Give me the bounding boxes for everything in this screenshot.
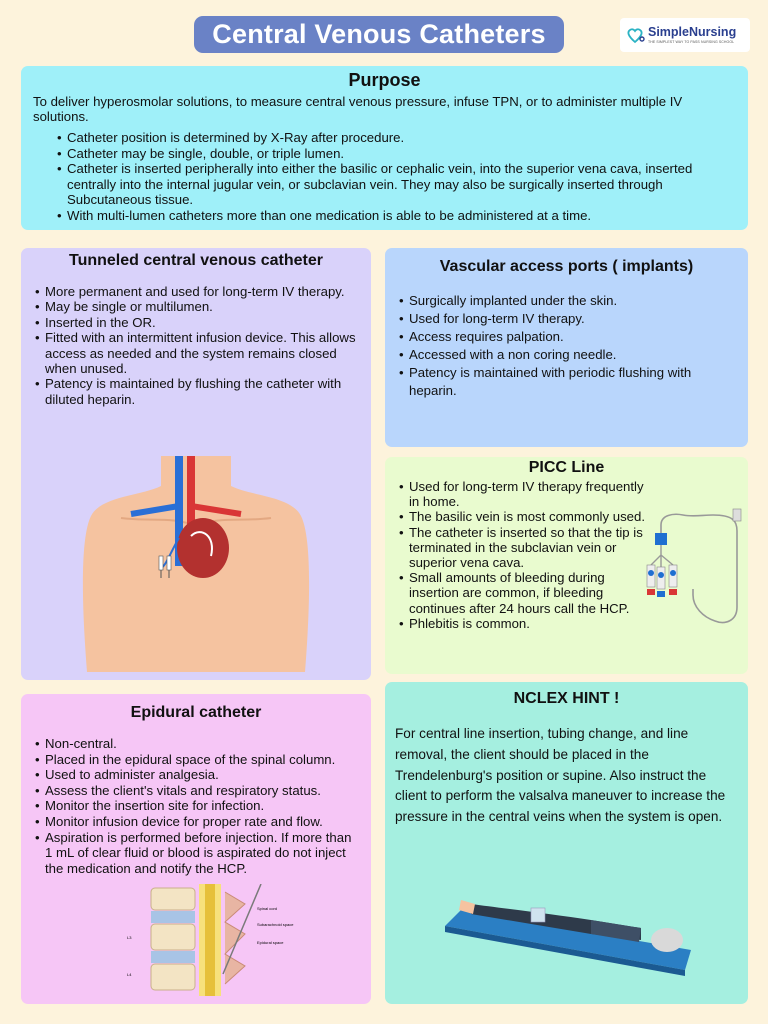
- list-item: • Catheter may be single, double, or triple lumen.: [55, 146, 736, 162]
- list-item: • Catheter is inserted peripherally into either the basilic or cephalic vein, into the superior vena cava, inserted centrally into the internal jugular vein, or subclavian vein. They may also be surgically inserted through Subcutaneous tissue.: [55, 161, 736, 208]
- list-item: • Monitor the insertion site for infection.: [33, 798, 359, 814]
- picc-list: [397, 479, 647, 631]
- purpose-heading: Purpose: [348, 70, 421, 90]
- nclex-heading: NCLEX HINT !: [513, 690, 620, 707]
- epidural-heading: Epidural catheter: [130, 704, 262, 721]
- ports-heading: Vascular access ports ( implants): [439, 258, 694, 275]
- ports-list: [397, 292, 736, 400]
- spine-label-l4: L4: [127, 972, 132, 977]
- list-item: • With multi-lumen catheters more than one medication is able to be administered at a time.: [55, 208, 736, 224]
- chest-heart-illustration: [81, 456, 311, 672]
- page-title: Central Venous Catheters: [212, 19, 546, 49]
- list-item: • More permanent and used for long-term IV therapy.: [33, 284, 359, 299]
- list-item: • Phlebitis is common.: [397, 616, 647, 631]
- picc-card: [385, 457, 748, 674]
- picc-heading: PICC Line: [528, 459, 605, 476]
- logo-name: SimpleNursing: [648, 24, 737, 39]
- purpose-list: [55, 130, 736, 224]
- list-item: • Used for long-term IV therapy.: [397, 310, 736, 328]
- list-item: • The catheter is inserted so that the tip is terminated in the subclavian vein or superior vena cava.: [397, 525, 647, 571]
- spine-diagram: [121, 884, 311, 996]
- list-item: • Fitted with an intermittent infusion device. This allows access as needed and the system remains closed when unused.: [33, 330, 359, 376]
- list-item: • Monitor infusion device for proper rate and flow.: [33, 814, 359, 830]
- spine-label-spinal-cord: Spinal cord: [257, 906, 278, 911]
- list-item: • Assess the client's vitals and respiratory status.: [33, 783, 359, 799]
- list-item: • Accessed with a non coring needle.: [397, 346, 736, 364]
- list-item: • Non-central.: [33, 736, 359, 752]
- spine-label-epidural-space: Epidural space: [257, 940, 284, 945]
- nclex-text: For central line insertion, tubing change, and line removal, the client should be placed in the Trendelenburg's position or supine. Also instruct the client to perform the valsalva maneuver to increase the pressure in the central veins when the system is open.: [395, 726, 726, 825]
- epidural-card: [21, 694, 371, 1004]
- list-item: • Used to administer analgesia.: [33, 767, 359, 783]
- stethoscope-heart-icon: [624, 24, 646, 46]
- purpose-card: [21, 66, 748, 230]
- logo-tagline: THE SIMPLEST WAY TO PASS NURSING SCHOOL: [648, 40, 735, 45]
- list-item: • Patency is maintained with periodic flushing with heparin.: [397, 364, 736, 400]
- list-item: • Surgically implanted under the skin.: [397, 292, 736, 310]
- tunneled-heading: Tunneled central venous catheter: [69, 252, 323, 269]
- tunneled-list: [33, 284, 359, 407]
- simplenursing-logo: [620, 18, 750, 52]
- ports-card: [385, 248, 748, 447]
- list-item: • Small amounts of bleeding during insertion are common, if bleeding continues after 24 hours call the HCP.: [397, 570, 647, 616]
- list-item: • Aspiration is performed before injection. If more than 1 mL of clear fluid or blood is aspirated do not inject the medication and notify the HCP.: [33, 830, 359, 877]
- list-item: • May be single or multilumen.: [33, 299, 359, 314]
- nclex-hint-card: [385, 682, 748, 1004]
- picc-catheter-illustration: [633, 507, 745, 627]
- list-item: • Catheter position is determined by X-Ray after procedure.: [55, 130, 736, 146]
- title-banner: [194, 16, 564, 53]
- list-item: • Used for long-term IV therapy frequently in home.: [397, 479, 647, 509]
- epidural-list: [33, 736, 359, 876]
- list-item: • Placed in the epidural space of the spinal column.: [33, 752, 359, 768]
- purpose-intro: To deliver hyperosmolar solutions, to measure central venous pressure, infuse TPN, or to administer multiple IV solutions.: [33, 94, 683, 124]
- patient-lying-supine-illustration: [441, 880, 705, 990]
- tunneled-card: [21, 248, 371, 680]
- spine-label-l3: L3: [127, 935, 132, 940]
- list-item: • Patency is maintained by flushing the catheter with diluted heparin.: [33, 376, 359, 407]
- list-item: • The basilic vein is most commonly used.: [397, 509, 647, 524]
- spine-label-subarachnoid-space: Subarachnoid space: [257, 922, 294, 927]
- list-item: • Access requires palpation.: [397, 328, 736, 346]
- list-item: • Inserted in the OR.: [33, 315, 359, 330]
